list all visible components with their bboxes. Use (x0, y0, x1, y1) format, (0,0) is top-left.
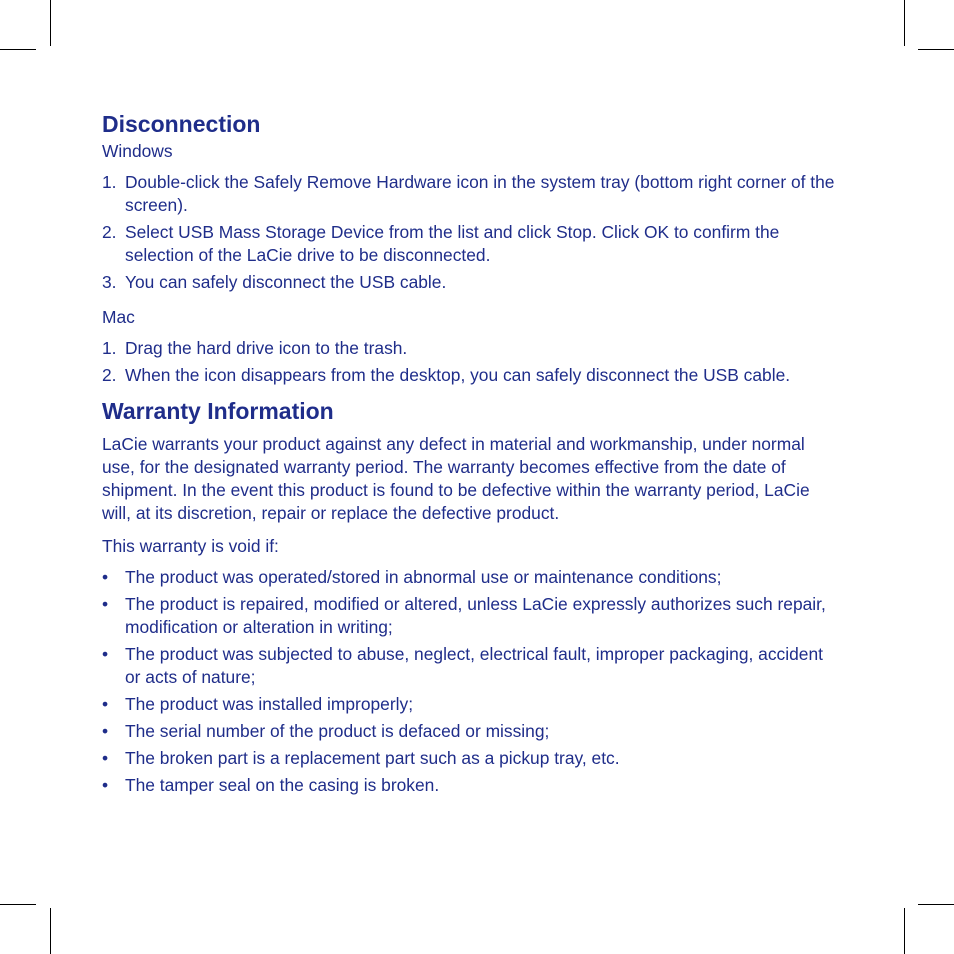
list-item: • The product was installed improperly; (102, 694, 414, 714)
list-item: 1. Drag the hard drive icon to the trash. (102, 338, 408, 358)
crop-mark-top-left-vertical (50, 0, 51, 46)
disconnection-heading: Disconnection (102, 111, 261, 137)
warranty-void-label: This warranty is void if: (102, 536, 279, 556)
list-item: • The product was subjected to abuse, neglect, electrical fault, improper packaging, accident or acts of nature; (102, 644, 823, 687)
list-item: • The product was operated/stored in abnormal use or maintenance conditions; (102, 567, 722, 587)
warranty-intro: LaCie warrants your product against any defect in material and workmanship, under normal use, for the designated warranty period. The warranty becomes effective from the date of shipment. In the event this product is found to be defective within the warranty period, LaCie will, at its discretion, repair or replace the defective product. (102, 434, 810, 523)
list-item: • The product is repaired, modified or altered, unless LaCie expressly authorizes such repair, modification or alteration in writing; (102, 594, 826, 637)
list-item: 2. Select USB Mass Storage Device from the list and click Stop. Click OK to confirm the selection of the LaCie drive to be disconnected. (102, 222, 780, 265)
crop-mark-bottom-right-vertical (904, 908, 905, 954)
list-item: 1. Double-click the Safely Remove Hardware icon in the system tray (bottom right corner of the screen). (102, 172, 835, 215)
crop-mark-bottom-right-horizontal (918, 904, 954, 905)
crop-mark-top-right-vertical (904, 0, 905, 46)
crop-mark-top-left-horizontal (0, 49, 36, 50)
mac-label: Mac (102, 307, 135, 327)
crop-mark-top-right-horizontal (918, 49, 954, 50)
list-item: • The broken part is a replacement part such as a pickup tray, etc. (102, 748, 620, 768)
list-item: • The serial number of the product is defaced or missing; (102, 721, 550, 741)
crop-mark-bottom-left-vertical (50, 908, 51, 954)
windows-label: Windows (102, 141, 173, 161)
warranty-conditions-list (102, 566, 842, 797)
list-item: • The tamper seal on the casing is broken. (102, 775, 440, 795)
list-item: 2. When the icon disappears from the desktop, you can safely disconnect the USB cable. (102, 365, 791, 385)
crop-mark-bottom-left-horizontal (0, 904, 36, 905)
warranty-heading: Warranty Information (102, 398, 334, 424)
mac-steps-list (102, 337, 842, 387)
list-item: 3. You can safely disconnect the USB cable. (102, 272, 447, 292)
windows-steps-list (102, 171, 842, 294)
document-body (102, 108, 842, 801)
